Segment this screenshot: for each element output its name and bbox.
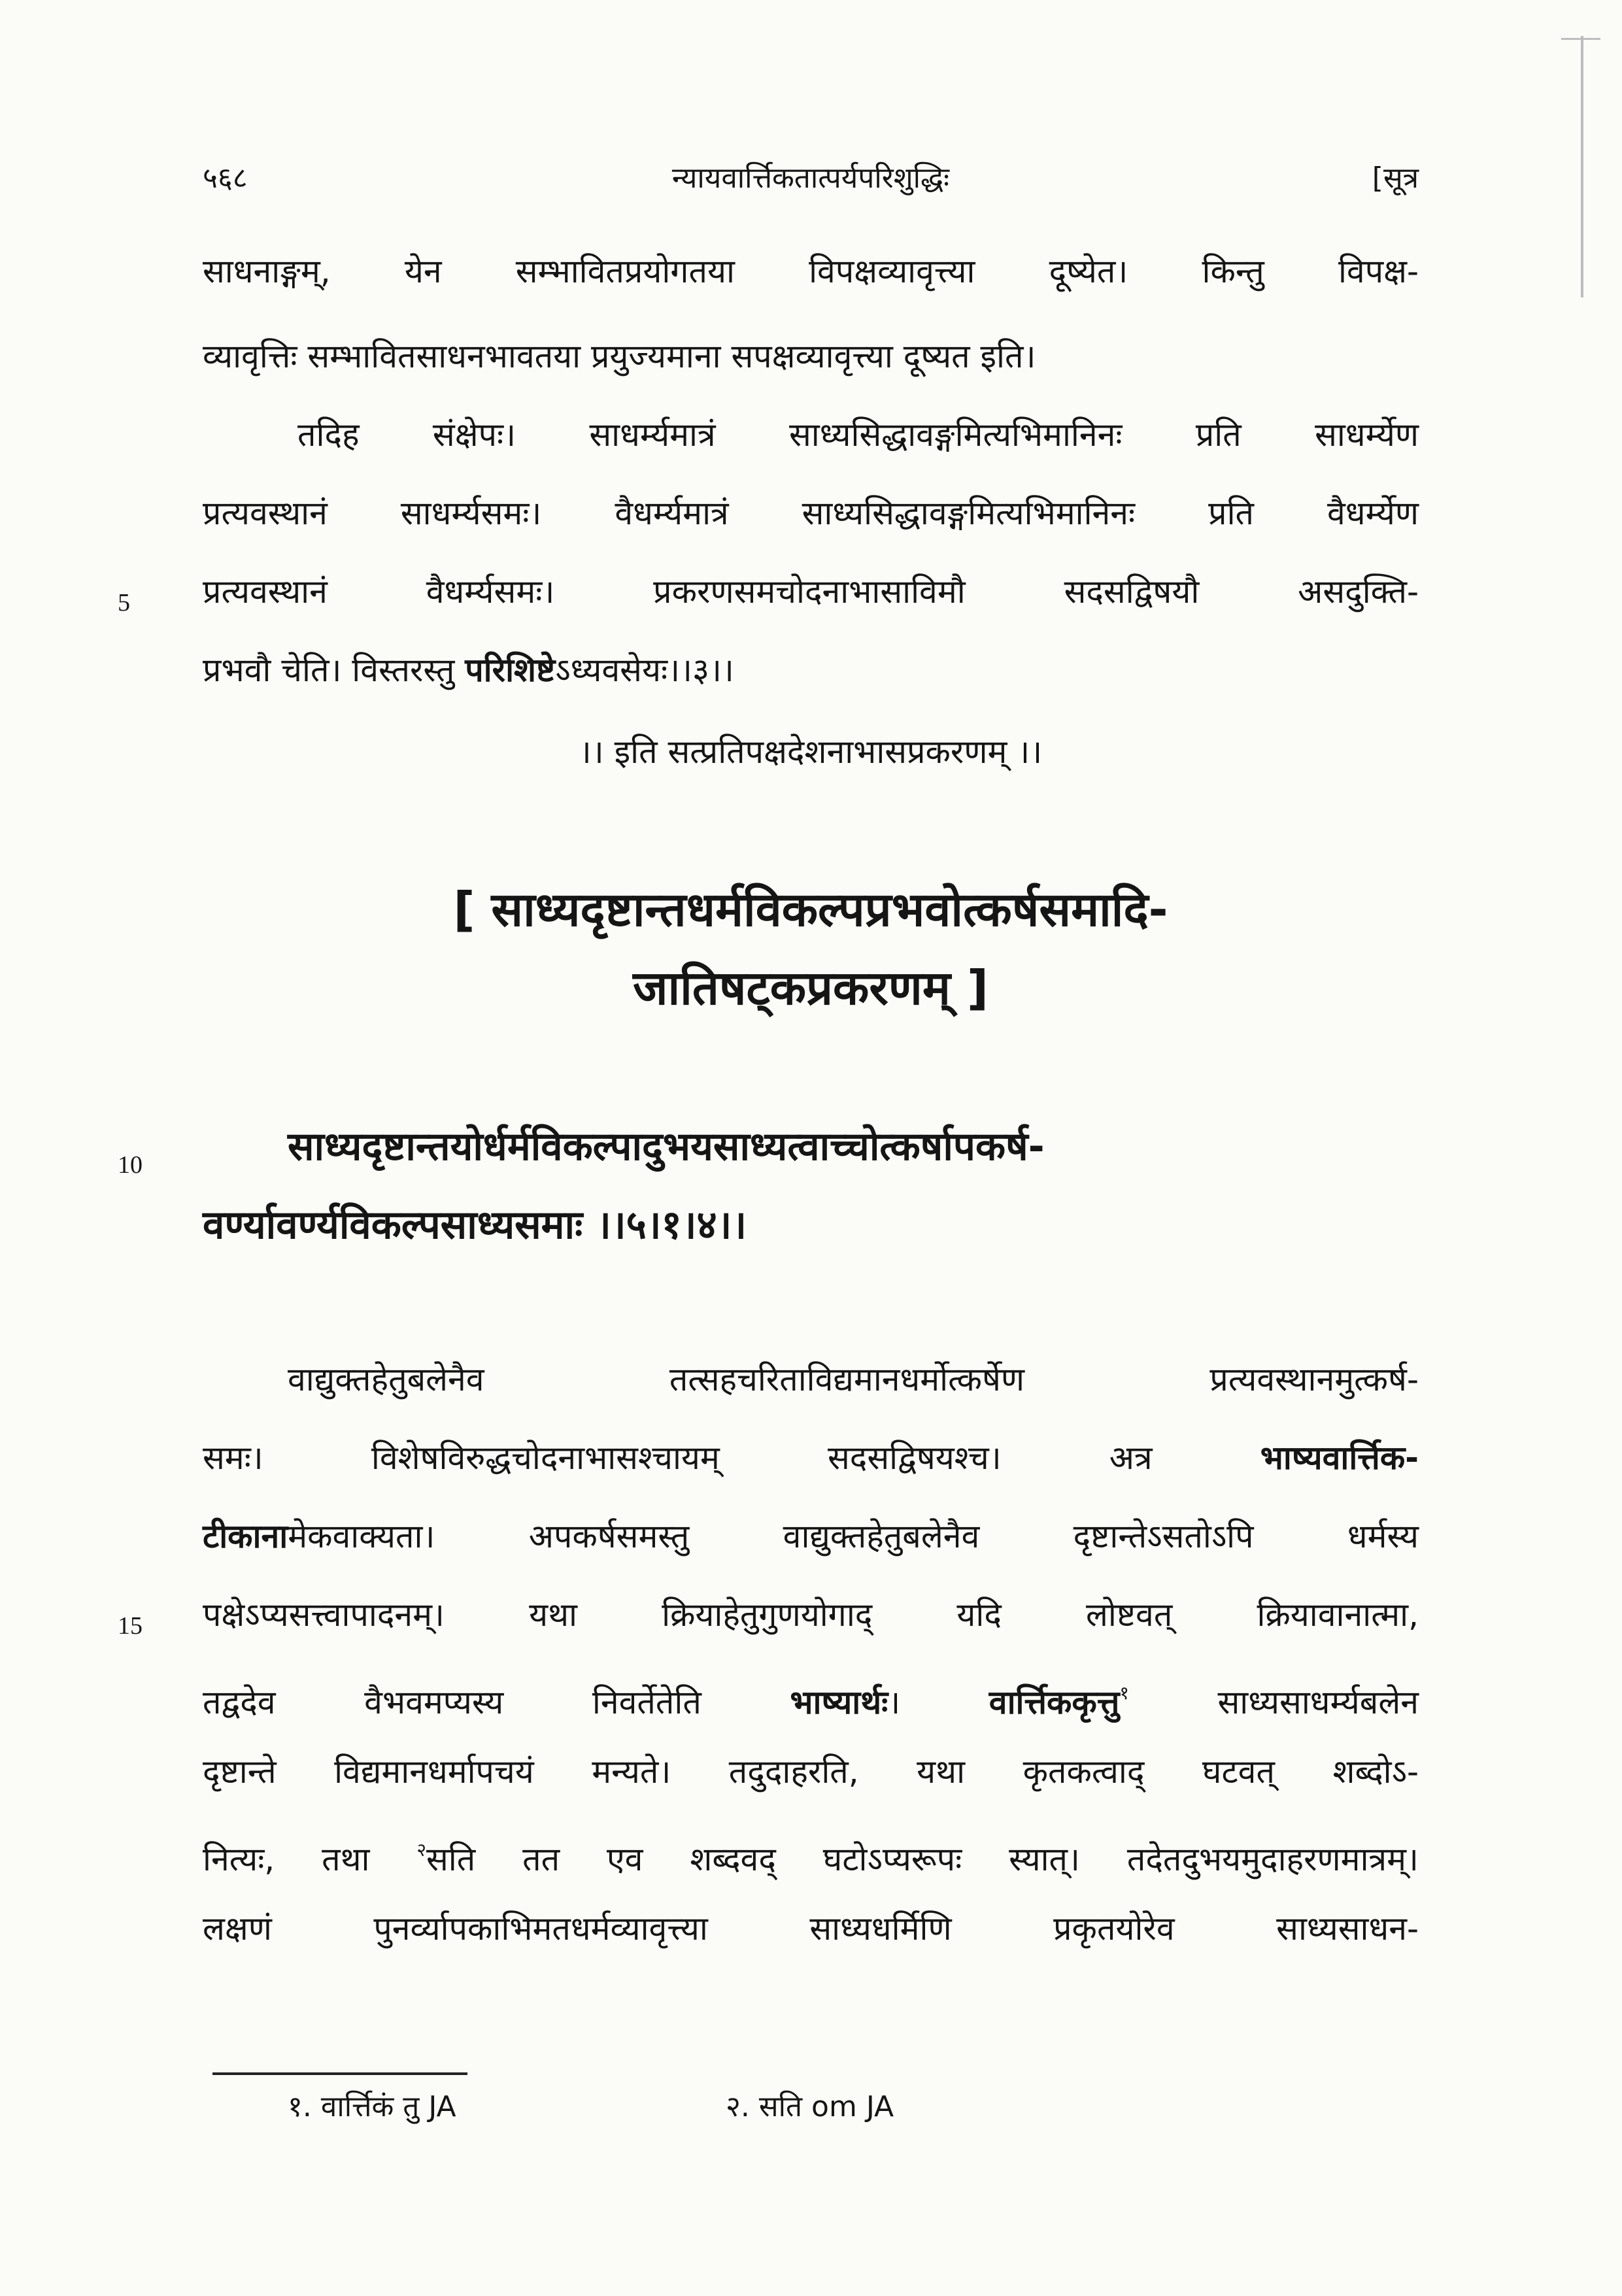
footnote: २. सति om JA <box>726 2090 894 2123</box>
bold-term: परिशिष्टे <box>465 651 556 689</box>
page-number: ५६८ <box>203 161 248 195</box>
text-line <box>203 1510 1419 1562</box>
text-line: वाद्युक्तहेतुबलेनैव तत्सहचरिताविद्यमानधर्मोत्कर्षेण प्रत्यवस्थानमुत्कर्ष- <box>288 1360 1419 1398</box>
text-line <box>203 1432 1419 1484</box>
text-line: तदिह संक्षेपः। साधर्म्यमात्रं साध्यसिद्धावङ्गमित्यभिमानिनः प्रति साधर्म्येण <box>297 416 1419 454</box>
section-closing: ।। इति सत्प्रतिपक्षदेशनाभासप्रकरणम् ।। <box>579 733 1043 771</box>
section-title-line: जातिषट्कप्रकरणम् ] <box>633 960 988 1015</box>
bold-term: टीकाना <box>203 1517 288 1555</box>
footnote-rule <box>212 2072 467 2075</box>
running-title: न्यायवार्त्तिकतात्पर्यपरिशुद्धिः <box>671 161 950 195</box>
text-run: मेकवाक्यता। अपकर्षसमस्तु वाद्युक्तहेतुबलेनैव दृष्टान्तेऽसतोऽपि धर्मस्य <box>288 1517 1419 1555</box>
sutra-line: वर्ण्यावर्ण्यविकल्पसाध्यसमाः ।।५।१।४।। <box>203 1202 747 1248</box>
text-run: नित्यः, तथा <box>203 1840 417 1878</box>
line-number: 10 <box>118 1151 143 1179</box>
text-line <box>203 1667 1419 1729</box>
bold-term: वार्त्तिककृत्तु <box>988 1683 1120 1721</box>
footnote-ref: १ <box>1119 1682 1129 1704</box>
text-run: । <box>888 1683 989 1721</box>
text-line: प्रत्यवस्थानं वैधर्म्यसमः। प्रकरणसमचोदनाभासाविमौ सदसद्विषयौ असदुक्ति- <box>203 573 1419 611</box>
sutra-line: साध्यदृष्टान्तयोर्धर्मविकल्पादुभयसाध्यत्वाच्चोत्कर्षापकर्ष- <box>288 1124 1045 1170</box>
line-number: 5 <box>118 589 130 616</box>
page-header <box>203 157 1419 209</box>
text-line: प्रत्यवस्थानं साधर्म्यसमः। वैधर्म्यमात्रं साध्यसिद्धावङ्गमित्यभिमानिनः प्रति वैधर्म्येण <box>203 494 1419 532</box>
text-line: दृष्टान्ते विद्यमानधर्मापचयं मन्यते। तदुदाहरति, यथा कृतकत्वाद् घटवत् शब्दोऽ- <box>203 1753 1419 1791</box>
bold-term: भाष्यार्थः <box>790 1683 888 1721</box>
text-run: ऽध्यवसेयः।।३।। <box>555 651 734 689</box>
bold-term: भाष्यवार्त्तिक- <box>1260 1439 1419 1477</box>
margin-bar <box>1581 36 1583 297</box>
text-line: लक्षणं पुनर्व्यापकाभिमतधर्मव्यावृत्त्या साध्यधर्मिणि प्रकृतयोरेव साध्यसाधन- <box>203 1910 1419 1948</box>
footnote: १. वार्त्तिकं तु JA <box>288 2090 456 2123</box>
section-title-line: [ साध्यदृष्टान्तधर्मविकल्पप्रभवोत्कर्षसमादि- <box>453 882 1168 937</box>
footnote-ref: २ <box>416 1839 426 1861</box>
line-number: 15 <box>118 1612 143 1640</box>
text-run: समः। विशेषविरुद्धचोदनाभासश्चायम् सदसद्विषयश्च। अत्र <box>203 1439 1260 1477</box>
text-line <box>203 1824 1419 1885</box>
text-line: पक्षेऽप्यसत्त्वापादनम्। यथा क्रियाहेतुगुणयोगाद् यदि लोष्टवत् क्रियावानात्मा, <box>203 1596 1419 1634</box>
text-run: साध्यसाधर्म्यबलेन <box>1128 1683 1419 1721</box>
text-run: तद्वदेव वैभवमप्यस्य निवर्तेतेति <box>203 1683 790 1721</box>
text-run: सति तत एव शब्दवद् घटोऽप्यरूपः स्यात्। तदेतदुभयमुदाहरणमात्रम्। <box>426 1840 1419 1878</box>
section-marker: [सूत्र <box>1372 161 1419 195</box>
text-line: साधनाङ्गम्, येन सम्भावितप्रयोगतया विपक्षव्यावृत्त्या दूष्येत। किन्तु विपक्ष- <box>203 252 1419 290</box>
text-run: प्रभवौ चेति। विस्तरस्तु <box>203 651 465 689</box>
text-line <box>203 644 1419 696</box>
text-line: व्यावृत्तिः सम्भावितसाधनभावतया प्रयुज्यमाना सपक्षव्यावृत्त्या दूष्यत इति। <box>203 337 1036 375</box>
